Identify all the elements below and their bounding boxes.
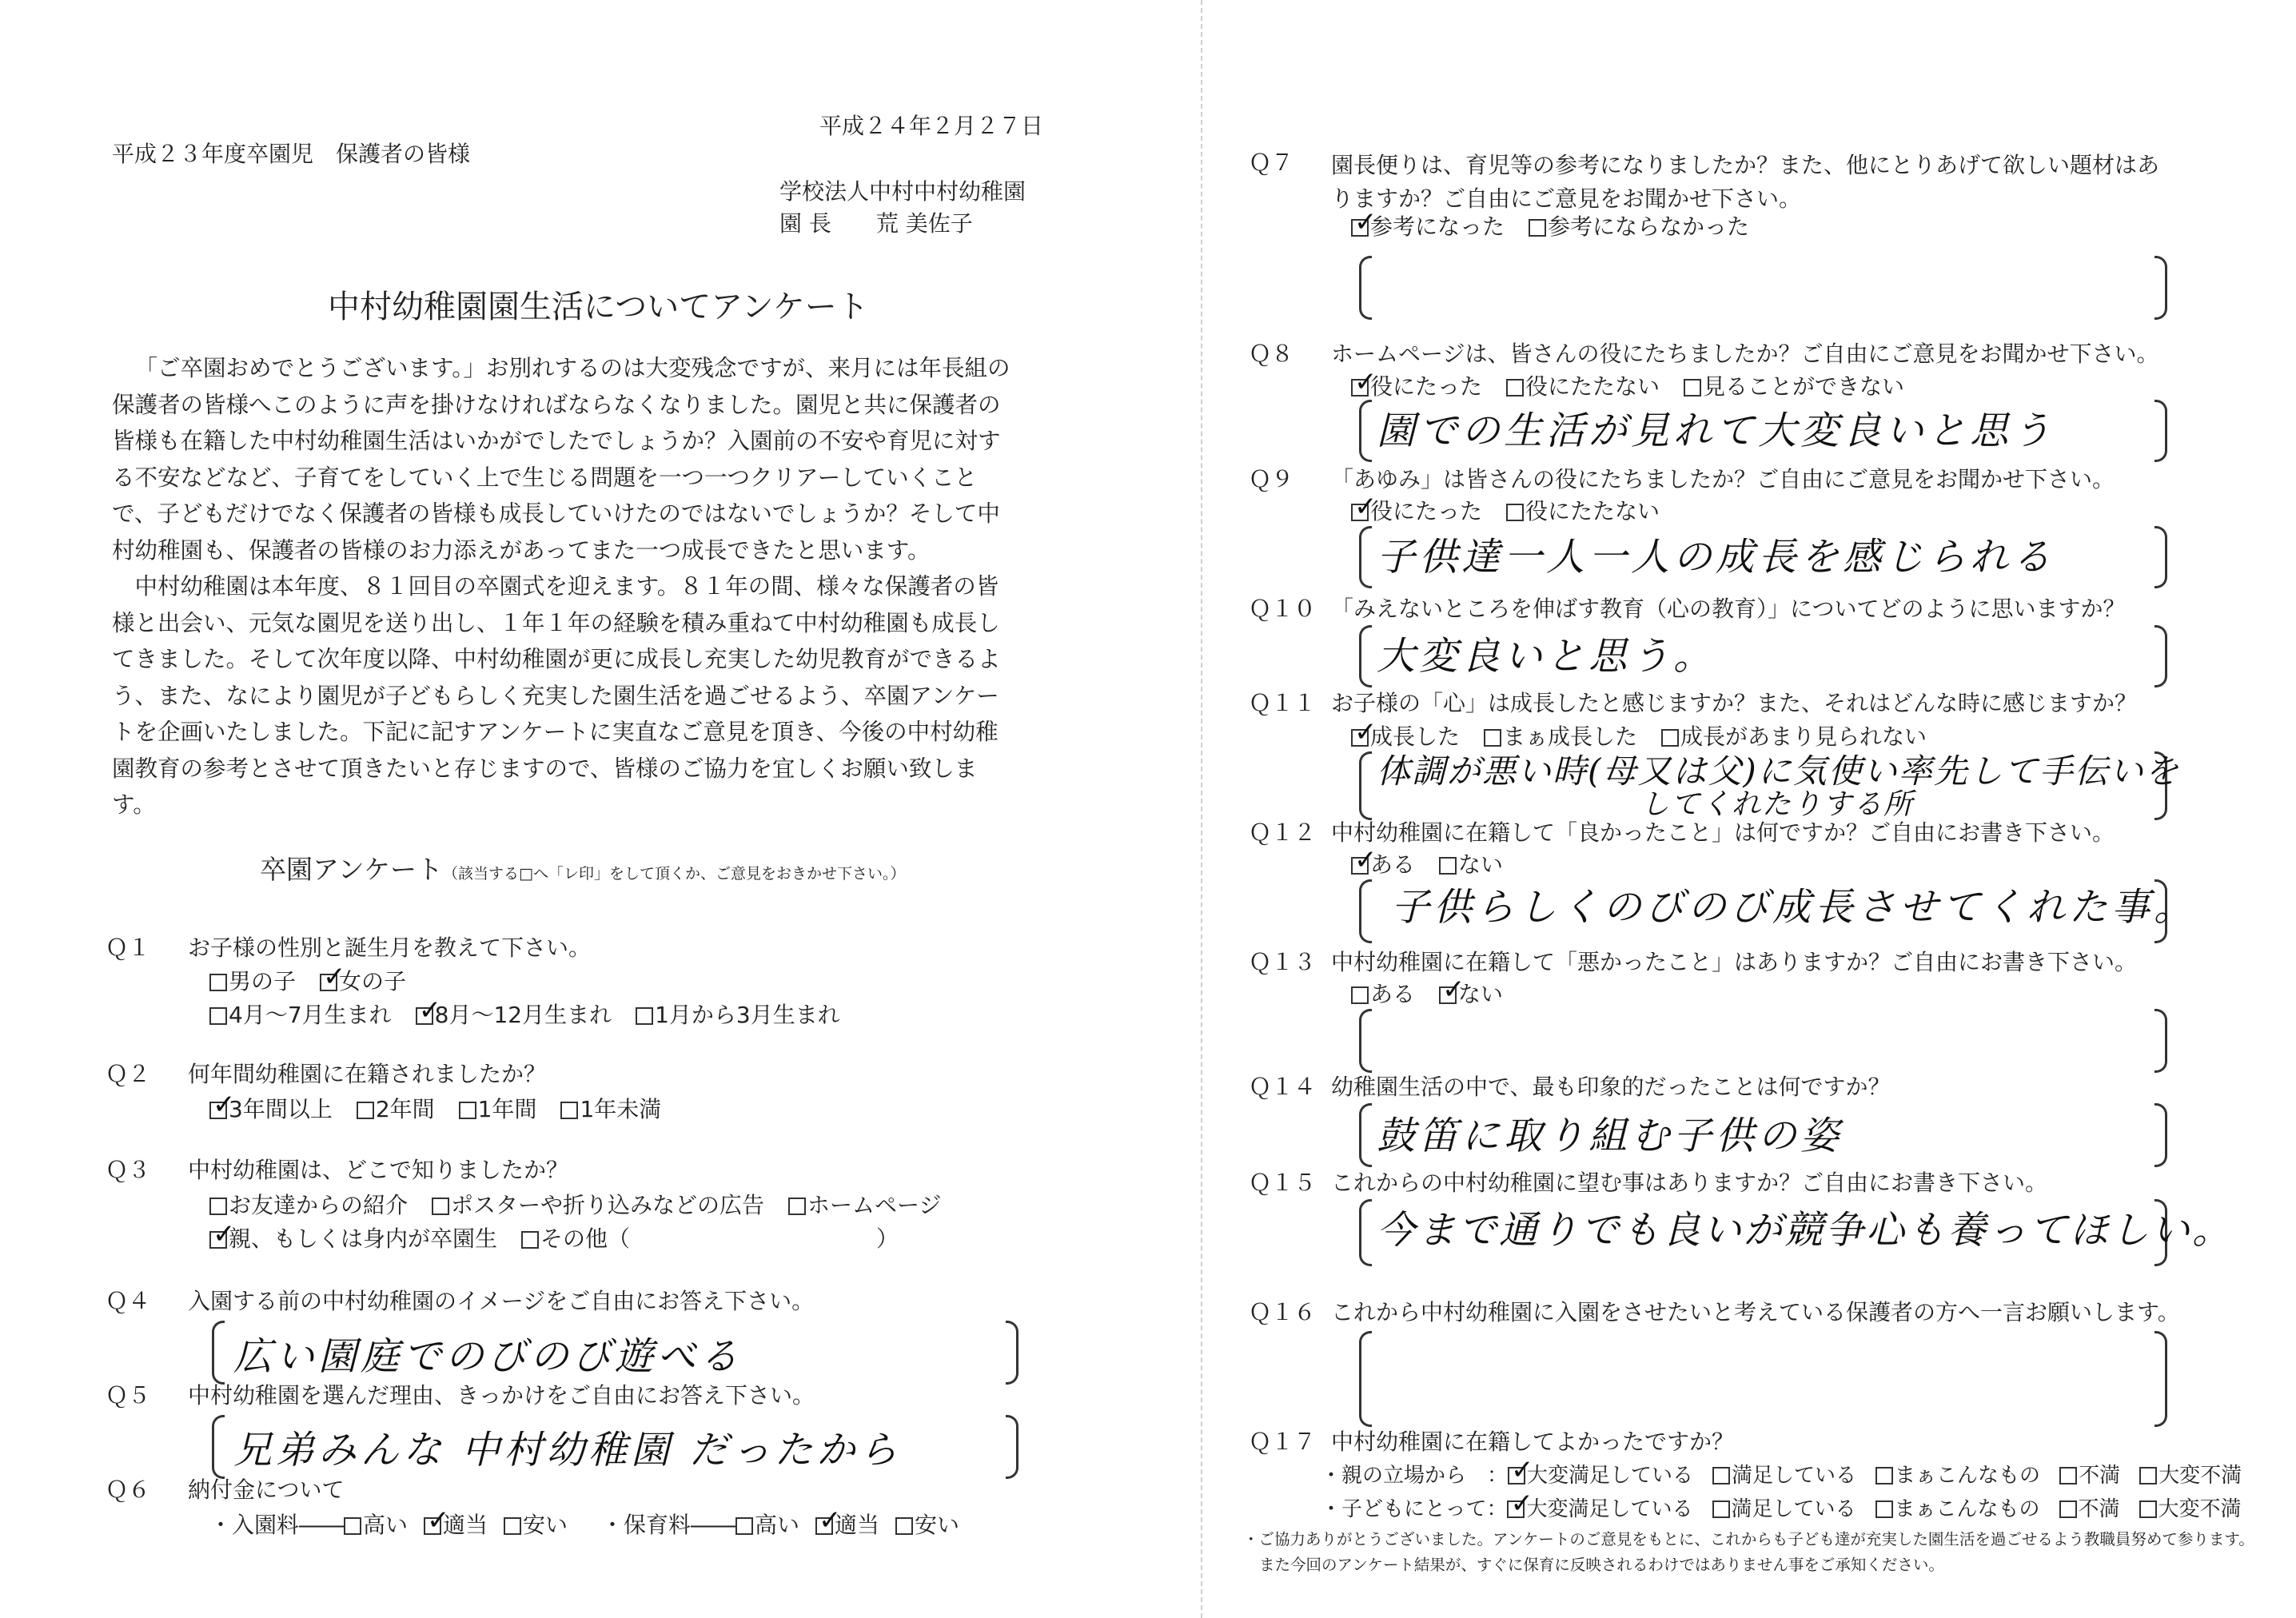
q6-number: Ｑ６: [106, 1477, 151, 1503]
q2-option-1year[interactable]: [459, 1095, 537, 1124]
checkbox[interactable]: [344, 1517, 361, 1535]
checkbox[interactable]: [459, 1102, 476, 1119]
checkbox[interactable]: [1661, 729, 1679, 747]
q1-option-girl[interactable]: [320, 967, 406, 996]
q7-options: [1351, 213, 1773, 241]
option-label: ある: [1370, 981, 1416, 1007]
document-title: 中村幼稚園園生活についてアンケート: [328, 289, 869, 325]
answer-bracket-left: [1359, 526, 1372, 588]
q8-option-cannot-view[interactable]: [1684, 373, 1904, 401]
q17-child-label: ・子どもにとって：: [1321, 1497, 1508, 1521]
checkbox-checked[interactable]: [320, 974, 337, 991]
q9-answer: 子供達一人一人の成長を感じられる: [1377, 535, 2055, 580]
q17-parent-row: [1321, 1461, 2242, 1490]
checkbox[interactable]: [504, 1517, 521, 1535]
q1-option-apr-jul[interactable]: [209, 1001, 392, 1030]
option-label: 適当: [835, 1512, 880, 1538]
q3-option-homepage[interactable]: [788, 1191, 941, 1220]
option-label: 成長した: [1370, 723, 1461, 750]
option-label: 役にたたない: [1525, 498, 1660, 524]
checkbox[interactable]: [1506, 504, 1524, 521]
q6-entrance-fair[interactable]: [424, 1511, 488, 1540]
school-name: 学校法人中村中村幼稚園: [779, 178, 1026, 205]
checkbox-checked[interactable]: [424, 1517, 441, 1535]
q17-child-very-dissatisfied[interactable]: [2139, 1495, 2242, 1524]
checkbox[interactable]: [521, 1231, 539, 1249]
q1-option-jan-mar[interactable]: [636, 1001, 840, 1030]
q5-question: 中村幼稚園を選んだ理由、きっかけをご自由にお答え下さい。: [188, 1382, 815, 1409]
q4-number: Ｑ４: [106, 1288, 151, 1314]
option-label: ある: [1370, 851, 1416, 878]
checkbox[interactable]: [1529, 219, 1546, 237]
page-fold: [1201, 0, 1202, 1618]
q7-number: Ｑ７: [1249, 149, 1294, 176]
q7-option-useful[interactable]: [1351, 213, 1505, 241]
option-label: まぁ成長した: [1503, 723, 1638, 750]
q2-number: Ｑ２: [106, 1061, 151, 1087]
option-label: 役にたたない: [1525, 373, 1660, 400]
q17-parent-label: ・親の立場から ：: [1321, 1464, 1509, 1488]
q8-question: ホームページは、皆さんの役にたちましたか？ご自由にご意見をお聞かせ下さい。: [1331, 341, 2159, 367]
q3-option-other[interactable]: [521, 1225, 899, 1253]
q13-option-yes[interactable]: [1351, 980, 1415, 1009]
checkbox[interactable]: [209, 1007, 227, 1025]
survey-title-text: 卒園アンケート: [260, 854, 444, 885]
q17-child-row: [1321, 1495, 2242, 1524]
q6-childcare-label: ・保育料――: [601, 1512, 736, 1538]
option-label: 大変満足している: [1526, 1497, 1693, 1521]
q3-options-row2: [209, 1225, 923, 1253]
answer-bracket-left: [1359, 1103, 1372, 1167]
option-label: 8月～12月生まれ: [434, 1002, 612, 1028]
checkbox-checked[interactable]: [1351, 219, 1369, 237]
footer-note-1: ・ご協力ありがとうございました。アンケートのご意見をもとに、これからも子ども達が充実した園生活を過ごせるよう教職員努めて参ります。: [1243, 1530, 2254, 1548]
q17-parent-very-dissatisfied[interactable]: [2139, 1461, 2242, 1490]
checkbox[interactable]: [2059, 1467, 2077, 1484]
q8-option-useful[interactable]: [1351, 373, 1482, 401]
checkbox[interactable]: [2139, 1467, 2157, 1484]
addressee: 平成２３年度卒園児 保護者の皆様: [112, 141, 471, 167]
checkbox-checked[interactable]: [1508, 1467, 1525, 1484]
q12-option-yes[interactable]: [1351, 851, 1415, 879]
intro-paragraph-2: 中村幼稚園は本年度、８１回目の卒園式を迎えます。８１年の間、様々な保護者の皆様と出会い、元気な園児を送り出し、１年１年の経験を積み重ねて中村幼稚園も成長してきました。そして次年度以降、中村幼稚園が更に成長し充実した幼児教育ができるよう、また、なにより園児が子どもらしく充実した園生活を過ごせるよう、卒園アンケートを企画いたしました。下記に記すアンケートに実直なご意見を頂き、今後の中村幼稚園教育の参考とさせて頂きたいと存じますので、皆様のご協力を宜しくお願い致します。: [112, 573, 1001, 818]
q17-parent-so-so[interactable]: [1875, 1461, 2040, 1490]
q4-question: 入園する前の中村幼稚園のイメージをご自由にお答え下さい。: [188, 1288, 815, 1314]
option-label: 不満: [2079, 1464, 2121, 1488]
q9-number: Ｑ９: [1249, 466, 1294, 492]
checkbox[interactable]: [1875, 1467, 1893, 1484]
answer-bracket-left: [1359, 1009, 1372, 1073]
option-label: 安い: [523, 1512, 568, 1538]
q6-entrance-label: ・入園料――: [209, 1512, 345, 1538]
checkbox[interactable]: [2139, 1500, 2157, 1518]
answer-bracket-left: [1359, 1199, 1372, 1266]
option-label: 適当: [443, 1512, 488, 1538]
q9-option-not-useful[interactable]: [1506, 497, 1660, 526]
option-label: 役にたった: [1370, 498, 1483, 524]
option-label: まぁこんなもの: [1894, 1497, 2040, 1521]
q8-number: Ｑ８: [1249, 341, 1294, 367]
answer-bracket-right: [2154, 1009, 2167, 1073]
q7-option-not-useful[interactable]: [1529, 213, 1749, 241]
option-label: 安い: [915, 1512, 960, 1538]
q4-answer: 広い園庭でのびのび遊べる: [233, 1334, 743, 1379]
q6-childcare-fair[interactable]: [815, 1511, 879, 1540]
q2-option-3years[interactable]: [209, 1095, 333, 1124]
q13-option-no[interactable]: [1439, 980, 1503, 1009]
checkbox-checked[interactable]: [416, 1007, 433, 1025]
option-label: 男の子: [229, 968, 297, 994]
checkbox-checked[interactable]: [1351, 504, 1369, 521]
q17-question: 中村幼稚園に在籍してよかったですか？: [1331, 1429, 1735, 1455]
q6-childcare-fee: [601, 1511, 975, 1540]
q13-question: 中村幼稚園に在籍して「悪かったこと」はありますか？ご自由にお書き下さい。: [1331, 949, 2138, 975]
checkbox[interactable]: [1712, 1500, 1730, 1518]
option-label: 大変満足している: [1527, 1464, 1694, 1488]
checkbox-checked[interactable]: [1351, 729, 1369, 747]
q17-parent-satisfied[interactable]: [1712, 1461, 1856, 1490]
q15-question: これからの中村幼稚園に望む事はありますか？ご自由にお書き下さい。: [1331, 1170, 2048, 1196]
q8-options: [1351, 373, 1928, 401]
answer-bracket-left: [1359, 400, 1372, 462]
q3-question: 中村幼稚園は、どこで知りましたか？: [188, 1157, 569, 1183]
q12-answer: 子供らしくのびのび成長させてくれた事。: [1391, 885, 2197, 930]
q13-options: [1351, 980, 1527, 1009]
intro-paragraph-1: 「ご卒園おめでとうございます。」お別れするのは大変残念ですが、来月には年長組の保護者の皆様へこのように声を掛けなければならなくなりました。園児と共に保護者の皆様も在籍した中村幼稚園生活はいかがでしたでしょうか？入園前の不安や育児に対する不安などなど、子育てをしていく上で生じる問題を一つ一つクリアーしていくことで、子どもだけでなく保護者の皆様も成長していけたのではないでしょうか？そして中村幼稚園も、保護者の皆様のお力添えがあってまた一つ成長できたと思います。: [112, 355, 1010, 564]
q9-options: [1351, 497, 1684, 526]
checkbox-checked[interactable]: [209, 1231, 227, 1249]
answer-bracket-right: [1006, 1321, 1018, 1385]
checkbox[interactable]: [1484, 729, 1501, 747]
q1-question: お子様の性別と誕生月を教えて下さい。: [188, 935, 592, 961]
answer-bracket-right: [2154, 1331, 2167, 1427]
option-label: 高い: [363, 1512, 409, 1538]
option-label: 2年間: [375, 1096, 435, 1122]
option-label: 高い: [755, 1512, 800, 1538]
q6-question: 納付金について: [188, 1477, 345, 1503]
answer-bracket-left: [1359, 625, 1372, 687]
checkbox[interactable]: [636, 1007, 653, 1025]
q16-number: Ｑ１６: [1249, 1299, 1317, 1325]
q17-number: Ｑ１７: [1249, 1429, 1317, 1455]
option-label: 3年間以上: [229, 1096, 333, 1122]
checkbox[interactable]: [209, 974, 227, 991]
intro-text: [112, 350, 1019, 823]
q17-child-satisfied[interactable]: [1712, 1495, 1856, 1524]
q6-entrance-low[interactable]: [504, 1511, 568, 1540]
option-label: 参考になった: [1370, 213, 1505, 240]
checkbox[interactable]: [357, 1102, 374, 1119]
answer-bracket-left: [1359, 1331, 1372, 1427]
option-label: 親、もしくは身内が卒園生: [229, 1225, 498, 1252]
checkbox[interactable]: [1506, 379, 1524, 397]
q5-number: Ｑ５: [106, 1382, 151, 1409]
answer-bracket-left: [212, 1321, 225, 1385]
q2-option-under1[interactable]: [560, 1095, 661, 1124]
option-label: 大変不満: [2158, 1464, 2242, 1488]
principal-name: 園 長 荒 美佐子: [779, 210, 973, 237]
checkbox[interactable]: [432, 1198, 449, 1215]
option-label: 不満: [2078, 1497, 2120, 1521]
q12-option-no[interactable]: [1439, 851, 1503, 879]
q14-question: 幼稚園生活の中で、最も印象的だったことは何ですか？: [1331, 1074, 1891, 1100]
q6-childcare-low[interactable]: [895, 1511, 959, 1540]
q12-options: [1351, 851, 1527, 879]
answer-bracket-right: [1006, 1415, 1018, 1479]
checkbox-checked[interactable]: [1351, 379, 1369, 397]
q17-parent-very-satisfied[interactable]: [1508, 1461, 1693, 1490]
checkbox[interactable]: [1712, 1467, 1730, 1484]
q6-entrance-high[interactable]: [344, 1511, 408, 1540]
q1-option-aug-dec[interactable]: [416, 1001, 612, 1030]
checkbox[interactable]: [2059, 1500, 2077, 1518]
q7-question: 園長便りは、育児等の参考になりましたか？また、他にとりあげて欲しい題材はありますか？ご自由にご意見をお聞かせ下さい。: [1331, 152, 2160, 212]
option-label: 成長があまり見られない: [1680, 723, 1927, 750]
checkbox[interactable]: [1684, 379, 1701, 397]
q10-answer: 大変良いと思う。: [1377, 634, 1716, 679]
checkbox-checked[interactable]: [209, 1102, 227, 1119]
q10-number: Ｑ１０: [1249, 596, 1317, 622]
option-label: その他（ ）: [540, 1225, 899, 1252]
option-label: 見ることができない: [1703, 373, 1905, 400]
answer-bracket-left: [1359, 751, 1372, 820]
q1-option-boy[interactable]: [209, 967, 296, 996]
option-label: 満足している: [1732, 1464, 1857, 1488]
q11-question: お子様の「心」は成長したと感じますか？また、それはどんな時に感じますか？: [1331, 690, 2138, 716]
q3-option-family[interactable]: [209, 1225, 497, 1253]
checkbox[interactable]: [560, 1102, 578, 1119]
option-label: まぁこんなもの: [1895, 1464, 2041, 1488]
footer-note-2: また今回のアンケート結果が、すぐに保育に反映されるわけではありません事をご承知ください。: [1259, 1556, 1944, 1574]
q1-number: Ｑ１: [106, 935, 151, 961]
option-label: 1年間: [477, 1096, 537, 1122]
q17-child-dissatisfied[interactable]: [2059, 1495, 2120, 1524]
checkbox-checked[interactable]: [1351, 857, 1369, 875]
option-label: 1年未満: [580, 1096, 662, 1122]
checkbox[interactable]: [1439, 857, 1457, 875]
q3-options-row1: [209, 1191, 965, 1220]
answer-bracket-left: [1359, 256, 1372, 320]
q1-gender-options: [209, 967, 430, 996]
q14-answer: 鼓笛に取り組む子供の姿: [1377, 1114, 1844, 1158]
survey-note: （該当する□へ「レ印」をして頂くか、ご意見をおきかせ下さい。）: [443, 865, 906, 883]
q6-entrance-fee: [209, 1511, 584, 1540]
q9-question: 「あゆみ」は皆さんの役にたちましたか？ご自由にご意見をお聞かせ下さい。: [1331, 466, 2115, 492]
checkbox[interactable]: [1351, 986, 1369, 1004]
q5-answer: 兄弟みんな 中村幼稚園 だったから: [233, 1428, 902, 1473]
checkbox[interactable]: [209, 1198, 227, 1215]
option-label: 参考にならなかった: [1548, 213, 1750, 240]
option-label: 満足している: [1731, 1497, 1856, 1521]
option-label: ポスターや折り込みなどの広告: [451, 1192, 765, 1218]
option-label: お友達からの紹介: [229, 1192, 409, 1218]
q11-number: Ｑ１１: [1249, 690, 1317, 716]
q8-option-not-useful[interactable]: [1506, 373, 1660, 401]
survey-title: [260, 849, 906, 887]
q11-answer-line1: 体調が悪い時(母又は父)に気使い率先して手伝いを: [1377, 751, 2180, 791]
q2-options: [209, 1095, 685, 1124]
q2-question: 何年間幼稚園に在籍されましたか？: [188, 1061, 547, 1087]
option-label: 4月～7月生まれ: [229, 1002, 392, 1028]
checkbox-checked[interactable]: [815, 1517, 833, 1535]
answer-bracket-right: [2154, 256, 2167, 320]
q3-option-friend[interactable]: [209, 1191, 408, 1220]
q9-option-useful[interactable]: [1351, 497, 1482, 526]
q1-birth-options: [209, 1001, 864, 1030]
q14-number: Ｑ１４: [1249, 1074, 1317, 1100]
checkbox[interactable]: [788, 1198, 806, 1215]
checkbox[interactable]: [1875, 1500, 1893, 1518]
answer-bracket-left: [212, 1415, 225, 1479]
q17-child-very-satisfied[interactable]: [1507, 1495, 1692, 1524]
checkbox[interactable]: [735, 1517, 753, 1535]
option-label: 1月から3月生まれ: [655, 1002, 840, 1028]
q3-number: Ｑ３: [106, 1157, 151, 1183]
option-label: ない: [1458, 981, 1504, 1007]
q15-answer: 今まで通りでも良いが競争心も養ってほしい。: [1377, 1208, 2234, 1253]
option-label: ホームページ: [807, 1192, 942, 1218]
q6-childcare-high[interactable]: [735, 1511, 799, 1540]
q16-question: これから中村幼稚園に入園をさせたいと考えている保護者の方へ一言お願いします。: [1331, 1299, 2180, 1325]
answer-bracket-right: [2154, 526, 2167, 588]
q17-child-so-so[interactable]: [1875, 1495, 2040, 1524]
q17-parent-dissatisfied[interactable]: [2059, 1461, 2120, 1490]
checkbox[interactable]: [895, 1517, 913, 1535]
checkbox-checked[interactable]: [1507, 1500, 1525, 1518]
q3-option-ads[interactable]: [432, 1191, 764, 1220]
option-label: ない: [1458, 851, 1504, 878]
q8-answer: 園での生活が見れて大変良いと思う: [1377, 408, 2055, 453]
q10-question: 「みえないところを伸ばす教育（心の教育）」についてどのように思いますか？: [1331, 596, 2126, 622]
q15-number: Ｑ１５: [1249, 1170, 1317, 1196]
q12-question: 中村幼稚園に在籍して「良かったこと」は何ですか？ご自由にお書き下さい。: [1331, 819, 2115, 846]
answer-bracket-right: [2154, 400, 2167, 462]
q11-answer-line2: してくれたりする所: [1640, 788, 1915, 821]
answer-bracket-left: [1359, 879, 1372, 943]
option-label: 大変不満: [2158, 1497, 2242, 1521]
checkbox-checked[interactable]: [1439, 986, 1457, 1004]
q13-number: Ｑ１３: [1249, 949, 1317, 975]
option-label: 役にたった: [1370, 373, 1483, 400]
option-label: 女の子: [339, 968, 407, 994]
q2-option-2years[interactable]: [357, 1095, 435, 1124]
answer-bracket-right: [2154, 1103, 2167, 1167]
issue-date: 平成２４年２月２７日: [819, 113, 1044, 139]
answer-bracket-right: [2154, 625, 2167, 687]
q12-number: Ｑ１２: [1249, 819, 1317, 846]
